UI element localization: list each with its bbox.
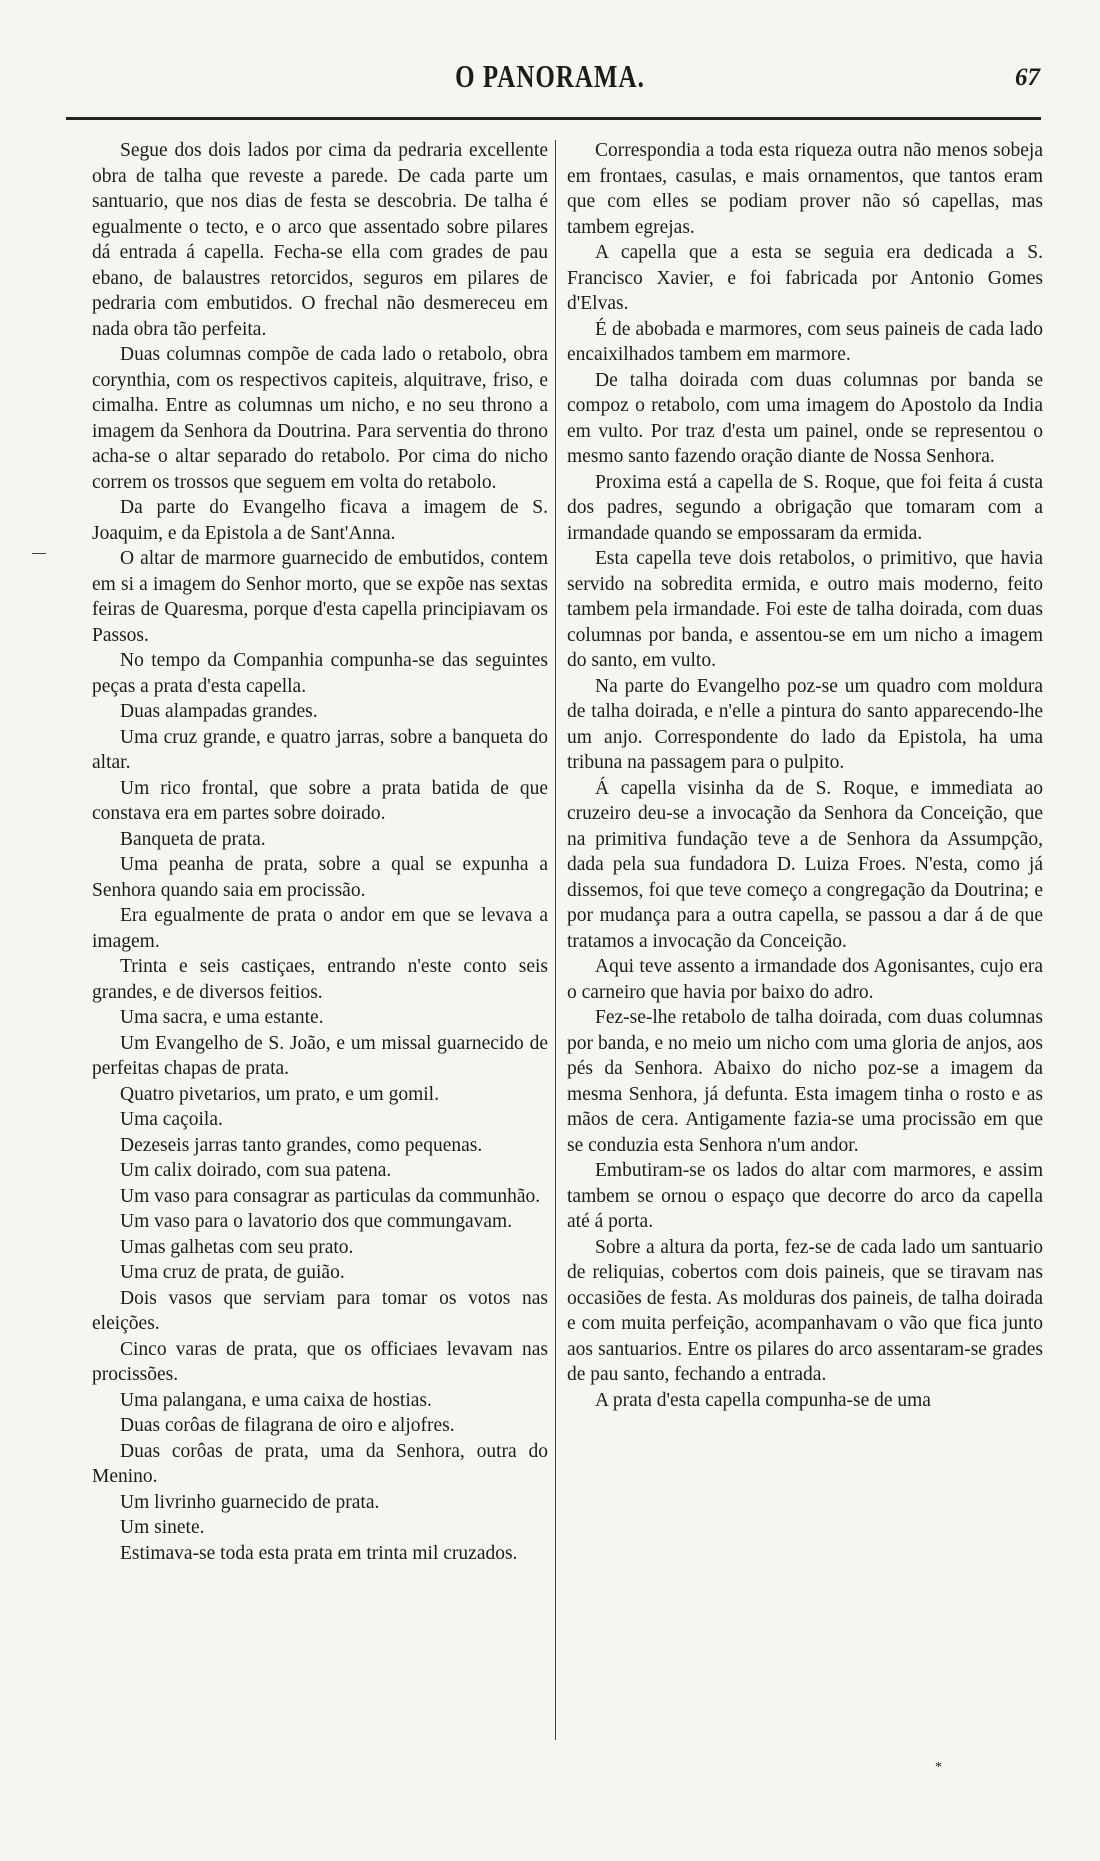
right-column xyxy=(567,138,1043,1413)
paragraph: Uma cruz grande, e quatro jarras, sobre a banqueta do altar. xyxy=(92,726,548,773)
paragraph: Dois vasos que serviam para tomar os votos nas eleições. xyxy=(92,1287,548,1334)
paragraph: Duas corôas de prata, uma da Senhora, outra do Menino. xyxy=(92,1440,548,1487)
paragraph: Proxima está a capella de S. Roque, que foi feita á custa dos padres, segundo a obrigação que tomaram com a irmandade quando se empossaram da ermida. xyxy=(567,471,1043,544)
paragraph: Uma sacra, e uma estante. xyxy=(120,1007,324,1028)
paragraph: O altar de marmore guarnecido de embutidos, contem em si a imagem do Senhor morto, que se expõe nas sextas feiras de Quaresma, porque d'esta capella principiavam os Passos. xyxy=(92,548,548,646)
paragraph: Embutiram-se os lados do altar com marmores, e assim tambem se ornou o espaço que decorre do arco da capella até á porta. xyxy=(567,1160,1043,1232)
paragraph: Um vaso para o lavatorio dos que commungavam. xyxy=(120,1211,513,1232)
page-header xyxy=(0,58,1100,98)
paragraph: Dezeseis jarras tanto grandes, como pequenas. xyxy=(120,1134,483,1156)
left-column xyxy=(92,138,548,1566)
paragraph: Estimava-se toda esta prata em trinta mil cruzados. xyxy=(120,1542,518,1564)
column-divider xyxy=(555,140,556,1740)
paragraph: Correspondia a toda esta riqueza outra não menos sobeja em frontaes, casulas, e mais ornamentos, que tantos eram que com elles se podiam prover não só capellas, mas tambem egrejas. xyxy=(567,140,1043,238)
paragraph: Esta capella teve dois retabolos, o primitivo, que havia servido na sobredita ermida, e outro mais moderno, feito tambem pela irmandade. Foi este de talha doirada, com duas columnas por banda, e assentou-se em um nicho a imagem do santo, em vulto. xyxy=(567,548,1043,671)
paragraph: Um livrinho guarnecido de prata. xyxy=(120,1491,380,1513)
paragraph: Aqui teve assento a irmandade dos Agonisantes, cujo era o carneiro que havia por baixo do adro. xyxy=(567,956,1043,1003)
paragraph: Uma peanha de prata, sobre a qual se expunha a Senhora quando saia em procissão. xyxy=(92,854,548,901)
paragraph: É de abobada e marmores, com seus paineis de cada lado encaixilhados tambem em marmore. xyxy=(567,318,1043,365)
header-rule xyxy=(66,117,1041,120)
paragraph: A capella que a esta se seguia era dedicada a S. Francisco Xavier, e foi fabricada por Antonio Gomes d'Elvas. xyxy=(567,242,1043,314)
paragraph: Umas galhetas com seu prato. xyxy=(120,1236,354,1258)
paragraph: Um sinete. xyxy=(120,1517,205,1538)
paragraph: Um Evangelho de S. João, e um missal guarnecido de perfeitas chapas de prata. xyxy=(92,1032,548,1079)
paragraph: Quatro pivetarios, um prato, e um gomil. xyxy=(120,1083,439,1105)
paragraph: Um rico frontal, que sobre a prata batida de que constava era em partes sobre doirado. xyxy=(92,777,548,824)
footer-mark: * xyxy=(935,1760,942,1775)
paragraph: Uma palangana, e uma caixa de hostias. xyxy=(120,1389,432,1411)
paragraph: De talha doirada com duas columnas por banda se compoz o retabolo, com uma imagem do Apostolo da India em vulto. Por traz d'esta um painel, onde se representou o mesmo santo fazendo oração diante de Nossa Senhora. xyxy=(567,369,1043,467)
paragraph: Á capella visinha da de S. Roque, e immediata ao cruzeiro deu-se a invocação da Senhora da Conceição, que na primitiva fundação teve a de Senhora da Assumpção, dada pela sua fundadora D. Luiza Froes. N'esta, como já dissemos, foi que teve começo a congregação da Doutrina; e por mudança para a outra capella, se passou a dar á de que tratamos a invocação da Conceição. xyxy=(567,777,1043,952)
paragraph: Duas columnas compõe de cada lado o retabolo, obra corynthia, com os respectivos capiteis, alquitrave, friso, e cimalha. Entre as columnas um nicho, e no seu throno a imagem da Senhora da Doutrina. Para serventia do throno acha-se o altar separado do retabolo. Por cima do nicho correm os trossos que seguem em volta do retabolo. xyxy=(92,344,548,493)
paragraph: Da parte do Evangelho ficava a imagem de S. Joaquim, e da Epistola a de Sant'Anna. xyxy=(92,497,548,544)
paragraph: Um calix doirado, com sua patena. xyxy=(120,1160,392,1181)
paragraph: Banqueta de prata. xyxy=(120,828,266,850)
paragraph: Um vaso para consagrar as particulas da communhão. xyxy=(120,1185,541,1207)
margin-dash xyxy=(32,553,46,554)
page-number: 67 xyxy=(1015,64,1040,91)
paragraph: Duas corôas de filagrana de oiro e aljofres. xyxy=(120,1415,455,1436)
paragraph: Sobre a altura da porta, fez-se de cada lado um santuario de reliquias, cobertos com dois paineis, que se tiravam nas occasiões de festa. As molduras dos paineis, de talha doirada e com muita perfeição, acompanhavam o vão que fica junto aos santuarios. Entre os pilares do arco assentaram-se grades de pau santo, fechando a entrada. xyxy=(567,1236,1043,1385)
paragraph: Uma caçoila. xyxy=(120,1109,223,1130)
paragraph: Duas alampadas grandes. xyxy=(120,701,318,722)
paragraph: Cinco varas de prata, que os officiaes levavam nas procissões. xyxy=(92,1338,548,1385)
paragraph: Uma cruz de prata, de guião. xyxy=(120,1262,345,1283)
paragraph: Fez-se-lhe retabolo de talha doirada, com duas columnas por banda, e no meio um nicho com uma gloria de anjos, aos pés da Senhora. Abaixo do nicho poz-se a imagem da mesma Senhora, já defunta. Esta imagem tinha o rosto e as mãos de cera. Antigamente fazia-se uma procissão em que se conduzia esta Senhora n'um andor. xyxy=(567,1007,1043,1156)
paragraph: Segue dos dois lados por cima da pedraria excellente obra de talha que reveste a parede. De cada parte um santuario, que nos dias de festa se descobria. De talha é egualmente o tecto, e o arco que assentado sobre pilares dá entrada á capella. Fecha-se ella com grades de pau ebano, de balaustres retorcidos, seguros em pilares de pedraria com embutidos. O frechal não desmereceu em nada obra tão perfeita. xyxy=(92,140,548,340)
paragraph: Era egualmente de prata o andor em que se levava a imagem. xyxy=(92,905,548,952)
paragraph: A prata d'esta capella compunha-se de uma xyxy=(595,1389,931,1411)
paragraph: Na parte do Evangelho poz-se um quadro com moldura de talha doirada, e n'elle a pintura do santo apparecendo-lhe um anjo. Correspondente do lado da Epistola, ha uma tribuna na passagem para o pulpito. xyxy=(567,675,1043,773)
page-title: O PANORAMA. xyxy=(455,60,645,95)
paragraph: No tempo da Companhia compunha-se das seguintes peças a prata d'esta capella. xyxy=(92,650,548,697)
paragraph: Trinta e seis castiçaes, entrando n'este conto seis grandes, e de diversos feitios. xyxy=(92,956,548,1003)
